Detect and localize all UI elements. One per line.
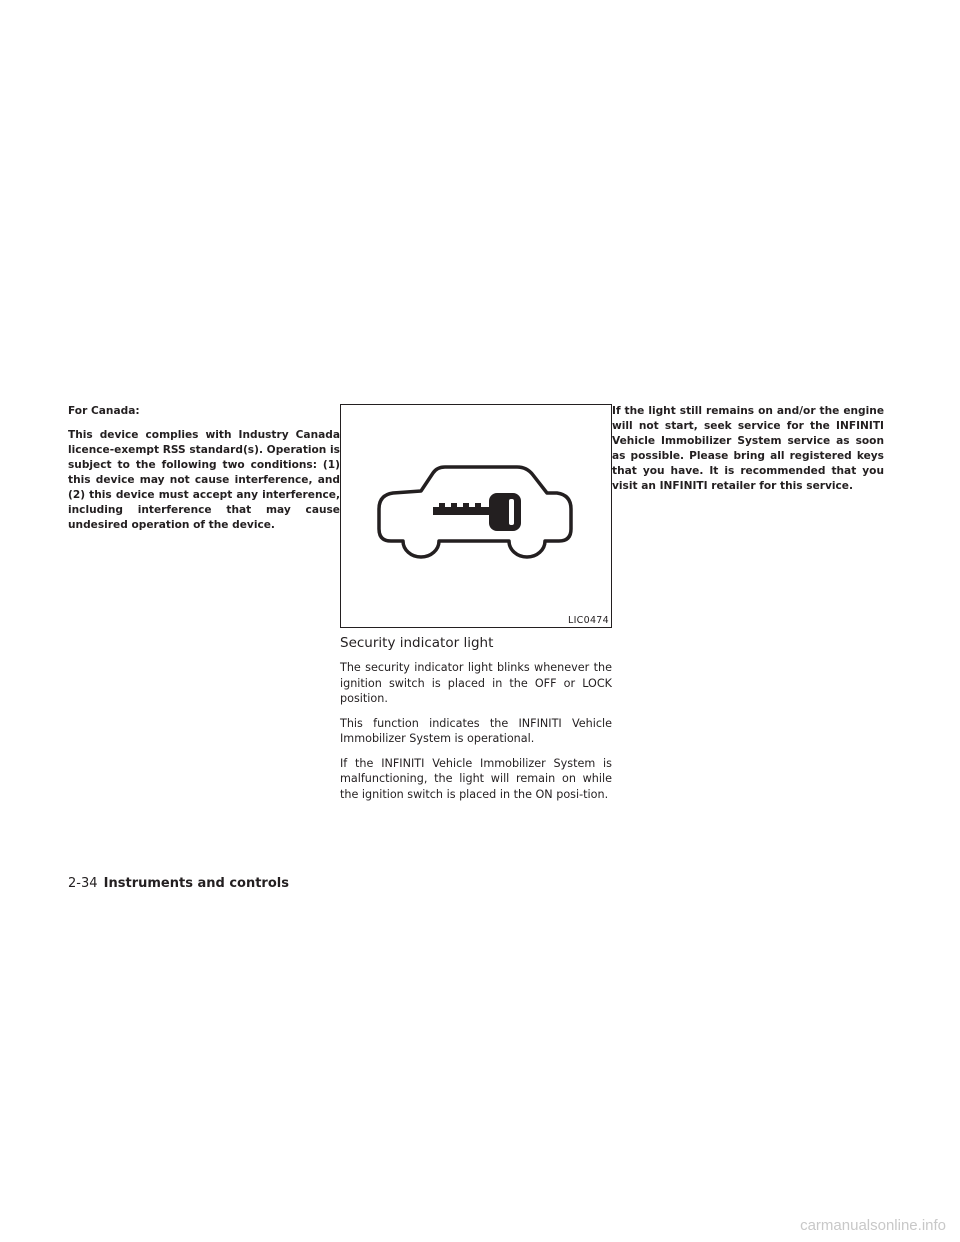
security-indicator-figure xyxy=(340,404,612,628)
watermark-text: carmanualsonline.info xyxy=(800,1217,946,1234)
security-indicator-heading: Security indicator light xyxy=(340,635,494,651)
canada-compliance-text: This device complies with Industry Canada licence-exempt RSS standard(s). Operation is subject to the following two conditions: (1) this device may not cause interference, and (2) this device must accept any interference, including interference that may cause undesired operation of the device. xyxy=(68,429,340,531)
paragraph-3: If the INFINITI Vehicle Immobilizer System is malfunctioning, the light will remain on while the ignition switch is placed in the ON posi-tion. xyxy=(340,756,612,801)
paragraph-1: The security indicator light blinks whenever the ignition switch is placed in the OFF or LOCK position. xyxy=(340,661,612,705)
section-title: Instruments and controls xyxy=(103,876,289,891)
service-notice-text: If the light still remains on and/or the engine will not start, seek service for the INFINITI Vehicle Immobilizer System service as soon as possible. Please bring all registered keys that you have. It is recommended that you visit an INFINITI retailer for this service. xyxy=(612,405,884,492)
canada-heading: For Canada: xyxy=(68,405,140,417)
car-with-key-icon xyxy=(341,405,611,627)
left-column xyxy=(68,404,340,542)
page-number: 2-34 xyxy=(68,876,98,891)
paragraph-2: This function indicates the INFINITI Vehicle Immobilizer System is operational. xyxy=(340,716,612,745)
middle-column xyxy=(340,404,612,811)
right-column xyxy=(612,404,884,503)
page-footer xyxy=(68,876,289,891)
figure-code: LIC0474 xyxy=(567,615,609,626)
